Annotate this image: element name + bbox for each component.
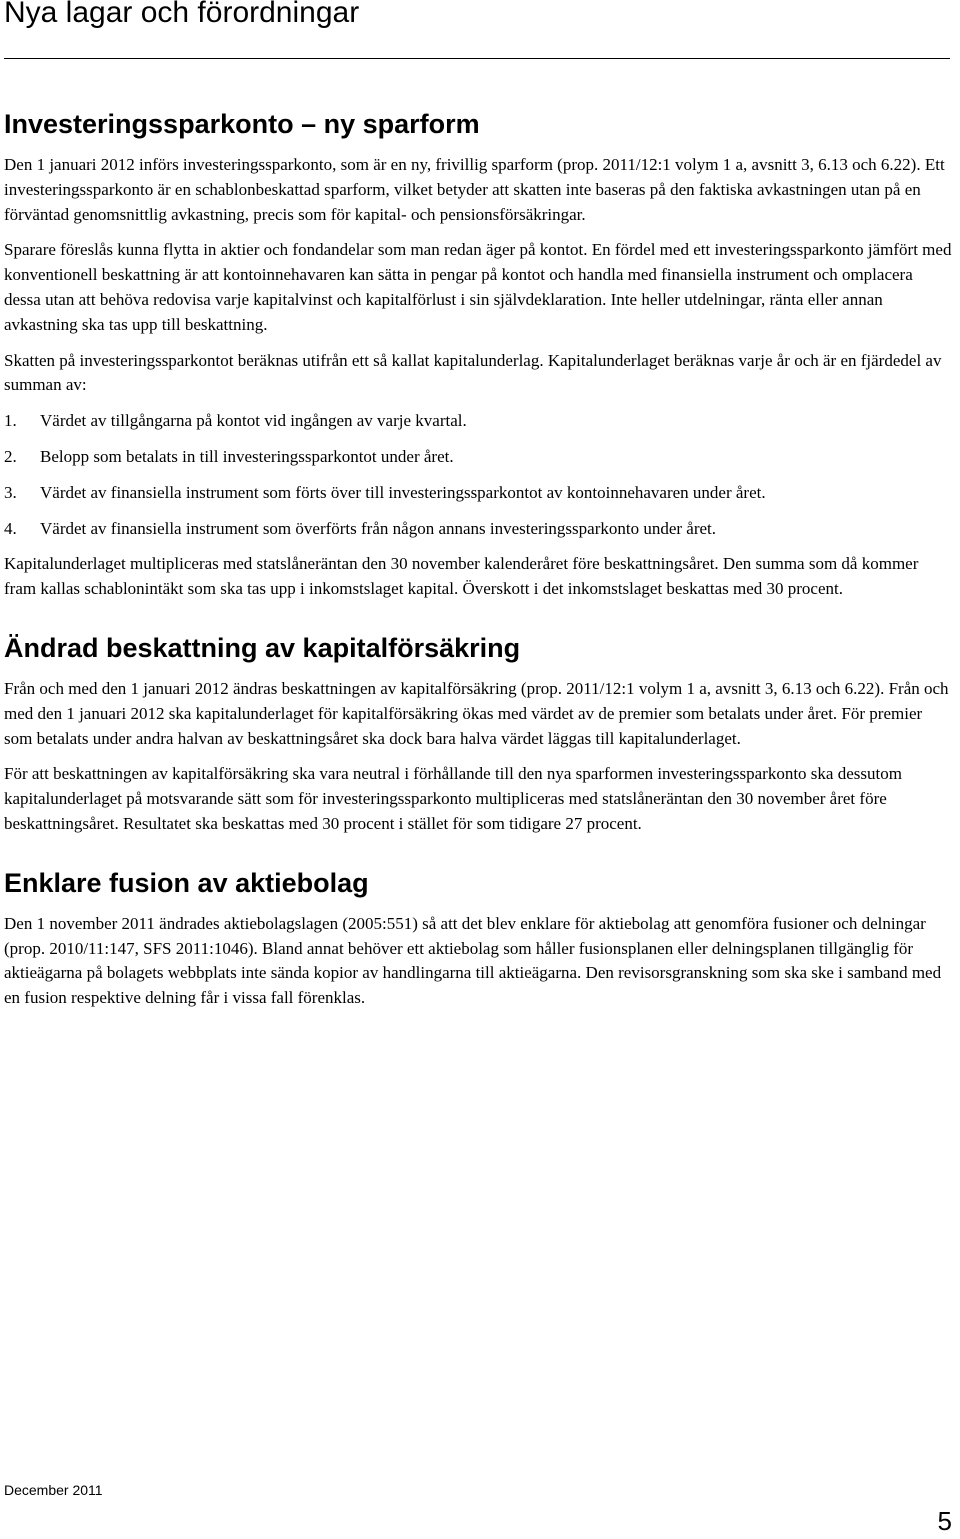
section-investeringssparkonto [4,106,952,602]
page-header-title: Nya lagar och förordningar [4,0,360,29]
section-heading: Enklare fusion av aktiebolag [4,867,369,898]
list-item [4,409,952,434]
numbered-list [4,409,952,541]
paragraph: Den 1 januari 2012 införs investeringssparkonto, som är en ny, frivillig sparform (prop. 2011/12:1 volym 1 a, avsnitt 3, 6.13 och 6.22). Ett investeringssparkonto är en schablonbeskattad sparform, vilket betyder att skatten inte baseras på den faktiska avkastningen utan på en förväntad genomsnittlig avkastning, precis som för kapital- och pensionsförsäkringar. [4,155,945,224]
paragraph: Skatten på investeringssparkontot beräknas utifrån ett så kallat kapitalunderlag. Kapitalunderlaget beräknas varje år och är en fjärdedel av summan av: [4,350,942,395]
list-item [4,517,952,542]
paragraph: Den 1 november 2011 ändrades aktiebolagslagen (2005:551) så att det blev enklare för aktiebolag att genomföra fusioner och delningar (prop. 2010/11:147, SFS 2011:1046). Bland annat behöver ett aktiebolag som håller fusionsplanen eller delningsplanen tillgänglig för aktieägarna på bolagets webbplats inte sända kopior av handlingarna till aktieägarna. Den revisorsgranskning som ska ske i samband med en fusion respektive delning får i vissa fall förenklas. [4,913,942,1008]
list-item-number: 4. [4,518,17,538]
list-item [4,445,952,470]
section-heading: Investeringssparkonto – ny sparform [4,109,480,139]
list-item-text: Värdet av tillgångarna på kontot vid ingången av varje kvartal. [40,411,467,431]
list-item-text: Belopp som betalats in till investeringssparkontot under året. [40,446,454,466]
paragraph: Kapitalunderlaget multipliceras med statslåneräntan den 30 november kalenderåret före beskattningsåret. Den summa som då kommer fram kallas schablonintäkt som ska tas upp i inkomstslaget kapital. Överskott i det inkomstslaget beskattas med 30 procent. [4,554,919,599]
section-heading: Ändrad beskattning av kapitalförsäkring [4,632,521,663]
list-item-number: 2. [4,446,17,466]
page-content [4,106,952,1022]
list-item-number: 3. [4,482,17,502]
header-divider [4,58,950,59]
list-item-text: Värdet av finansiella instrument som förts över till investeringssparkontot av kontoinnehavaren under året. [40,482,766,502]
footer-date: December 2011 [4,1482,103,1498]
list-item-number: 1. [4,411,17,431]
paragraph: För att beskattningen av kapitalförsäkring ska vara neutral i förhållande till den nya sparformen investeringssparkonto ska dessutom kapitalunderlaget på motsvarande sätt som för investeringssparkonto multipliceras med statslåneräntan den 30 november året före beskattningsåret. Resultatet ska beskattas med 30 procent i stället för som tidigare 27 procent. [4,764,902,833]
section-kapitalforsakring [4,630,952,837]
page-number: 5 [937,1506,952,1536]
list-item-text: Värdet av finansiella instrument som överförts från någon annans investeringssparkonto under året. [40,518,717,538]
list-item [4,481,952,506]
section-fusion-aktiebolag [4,865,952,1011]
paragraph: Från och med den 1 januari 2012 ändras beskattningen av kapitalförsäkring (prop. 2011/12:1 volym 1 a, avsnitt 3, 6.13 och 6.22). Från och med den 1 januari 2012 ska kapitalunderlaget för kapitalförsäkring ökas med värdet av de premier som betalats under året. För premier som betalats under andra halvan av beskattningsåret ska dock bara halva värdet läggas till kapitalunderlaget. [4,678,949,748]
paragraph: Sparare föreslås kunna flytta in aktier och fondandelar som man redan äger på kontot. En fördel med ett investeringssparkonto jämfört med konventionell beskattning är att kontoinnehavaren kan sätta in pengar på kontot och handla med finansiella instrument och omplacera dessa utan att behöva redovisa varje kapitalvinst och kapitalförlust i sin självdeklaration. Inte heller utdelningar, ränta eller annan avkastning ska tas upp till beskattning. [4,240,952,334]
